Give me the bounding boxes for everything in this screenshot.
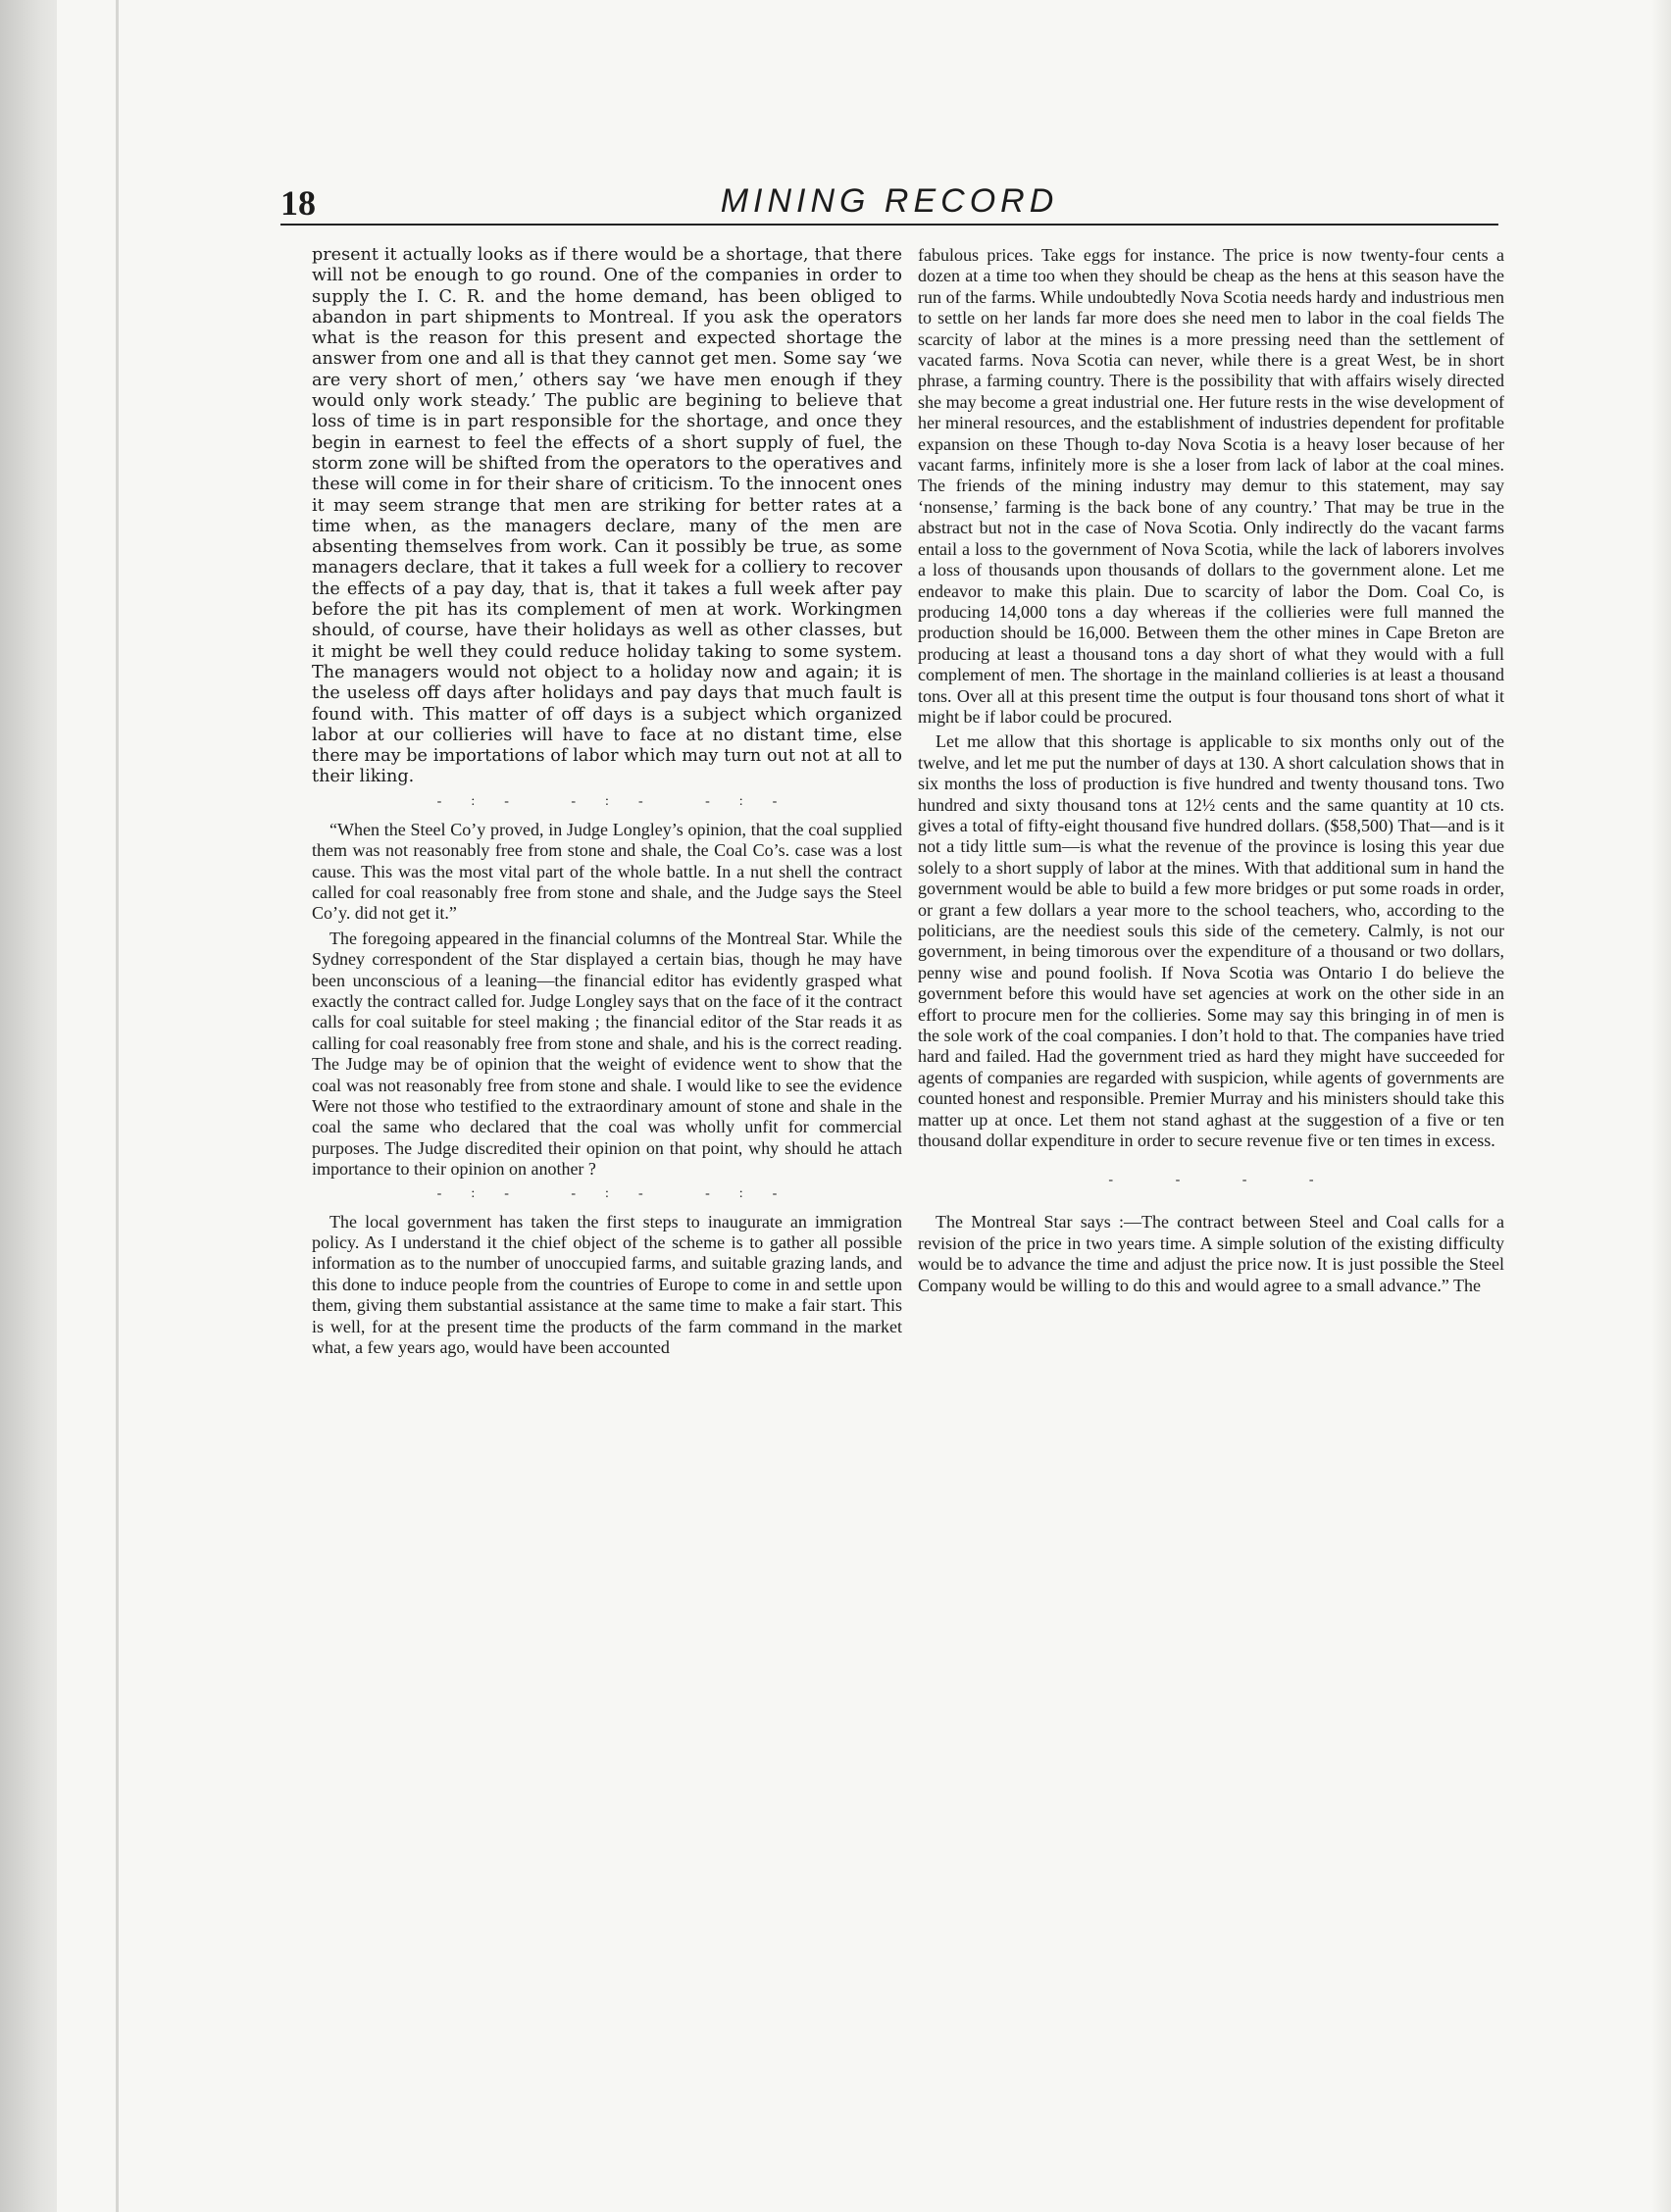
right-paragraph-1: fabulous prices. Take eggs for instance. The price is now twenty-four cents a dozen at a time too when they should be cheap as the hens at this season have the run of the farms. While undoubtedly Nova Scotia needs hardy and industrious men to settle on her lands far more does she need men to labor in the coal fields The scarcity of labor at the mines is a more pressing need than the settlement of vacated farms. Nova Scotia can never, while there is a great West, be in short phrase, a farming country. There is the possibility that with affairs wisely directed she may become a great industrial one. Her future rests in the wise development of her mineral resources, and the establishment of industries dependent for profitable expansion on these Though to-day Nova Scotia is a heavy loser because of her vacant farms, infinitely more is she a loser from lack of labor at the coal mines. The friends of the mining industry may demur to this statement, may say ‘nonsense,’ farming is the back bone of any country.’ That may be true in the abstract but not in the case of Nova Scotia. Only indirectly do the vacant farms entail a loss to the government of Nova Scotia, while the lack of laborers involves a loss of thousands upon thousands of dollars to the government alone. Let me endeavor to make this plain. Due to scarcity of labor the Dom. Coal Co, is producing 14,000 tons a day whereas if the collieries were full manned the production should be 16,000. Between them the other mines in Cape Breton are producing at least a thousand tons a day short of what they would with a full complement of men. The shortage in the mainland collieries is at least a thousand tons. Over all at this present time the output is four thousand tons short of what it might be if labor could be procured. bbox=[918, 245, 1504, 727]
header-rule bbox=[280, 224, 1498, 226]
right-paragraph-3: The Montreal Star says :—The contract between Steel and Coal calls for a revision of the price in two years time. A simple solution of the existing difficulty would be to advance the time and adjust the price now. It is just possible the Steel Company would be willing to do this and would agree to a small advance.” The bbox=[918, 1212, 1504, 1295]
left-paragraph-3: The foregoing appeared in the financial columns of the Montreal Star. While the Sydney correspondent of the Star displayed a certain bias, though he may have been unconscious of a leaning—the financial editor has evidently grasped what exactly the contract called for. Judge Longley says that on the face of it the contract calls for coal suitable for steel making ; the financial editor of the Star reads it as calling for coal reasonably free from stone and shale, and his is the correct reading. The Judge may be of opinion that the weight of evidence went to show that the coal was not reasonably free from stone and shale. I would like to see the evidence Were not those who testified to the extraordinary amount of stone and shale in the coal the same who declared that the coal was wholly unfit for commercial purposes. The Judge discredited their opinion on that point, why should he attach importance to their opinion on another ? bbox=[312, 928, 902, 1180]
left-paragraph-1: present it actually looks as if there would be a shortage, that there will not be enough to go round. One of the companies in order to supply the I. C. R. and the home demand, has been obliged to abandon in part shipments to Montreal. If you ask the operators what is the reason for this present and expected shortage the answer from one and all is that they cannot get men. Some say ‘we are very short of men,’ others say ‘we have men enough if they would only work steady.’ The public are begining to believe that loss of time is in part responsible for the shortage, and once they begin in earnest to feel the effects of a short supply of fuel, the storm zone will be shifted from the operators to the operatives and these will come in for their share of criticism. To the innocent ones it may seem strange that men are striking for better rates at a time when, as the managers declare, many of the men are absenting themselves from work. Can it possibly be true, as some managers declare, that it takes a full week for a colliery to recover the effects of a pay day, that is, that it takes a full week after pay before the pit has its complement of men at work. Workingmen should, of course, have their holidays as well as other classes, but it might be well they could reduce holiday taking to some system. The managers would not object to a holiday now and again; it is the useless off days after holidays and pay days that much fault is found with. This matter of off days is a subject which organized labor at our collieries will have to face at no distant time, else there may be importations of labor which may turn out not at all to their liking. bbox=[312, 245, 902, 787]
section-separator: -:- -:- -:- bbox=[436, 1185, 807, 1201]
left-paragraph-4: The local government has taken the first steps to inaugurate an immigration policy. As I understand it the chief object of the scheme is to gather all possible information as to the number of unoccupied farms, and suitable grazing lands, and this done to induce people from the countries of Europe to come in and settle upon them, giving them substantial assistance at the same time to make a fair start. This is well, for at the present time the products of the farm command in the market what, a few years ago, would have been accounted bbox=[312, 1211, 902, 1358]
page-edge bbox=[1651, 0, 1671, 2212]
left-column bbox=[312, 245, 902, 2025]
right-column bbox=[918, 245, 1504, 2025]
page-gutter-line bbox=[116, 0, 119, 2212]
left-paragraph-2: “When the Steel Co’y proved, in Judge Longley’s opinion, that the coal supplied them was not reasonably free from stone and shale, the Coal Co’s. case was a lost cause. This was the most vital part of the whole battle. In a nut shell the contract called for coal reasonably free from stone and shale, and the Judge says the Steel Co’y. did not get it.” bbox=[312, 819, 902, 924]
page-number: 18 bbox=[280, 183, 316, 223]
journal-title: MINING RECORD bbox=[720, 182, 1059, 220]
page-header bbox=[280, 182, 1498, 226]
section-separator: -:- -:- -:- bbox=[436, 793, 807, 809]
section-separator: - - - - bbox=[1108, 1173, 1343, 1188]
right-paragraph-2: Let me allow that this shortage is applicable to six months only out of the twelve, and let me put the number of days at 130. A short calculation shows that in six months the loss of production is five hundred and twenty thousand tons. Two hundred and sixty thousand tons at 12½ cents and the same quantity at 10 cts. gives a total of fifty-eight thousand five hundred dollars. ($58,500) That—and is it not a tidy little sum—is what the revenue of the province is losing this year due solely to a short supply of labor at the mines. With that additional sum in hand the government would be able to build a few more bridges or put some roads in order, or grant a few dollars a year more to the school teachers, who, according to the politicians, are the neediest souls this side of the cemetery. Calmly, is not our government, in being timorous over the expenditure of a thousand or two dollars, penny wise and pound foolish. If Nova Scotia was Ontario I do believe the government before this would have set agencies at work on the other side in an effort to procure men for the collieries. Some may say this bringing in of men is the sole work of the coal companies. I don’t hold to that. The companies have tried hard and failed. Had the government tried as hard they might have succeeded for agents of companies are regarded with suspicion, while agents of governments are counted honest and responsible. Premier Murray and his ministers should take this matter up at once. Let them not stand aghast at the suggestion of a five or ten thousand dollar expenditure in order to secure revenue five or ten times in excess. bbox=[918, 731, 1504, 1151]
